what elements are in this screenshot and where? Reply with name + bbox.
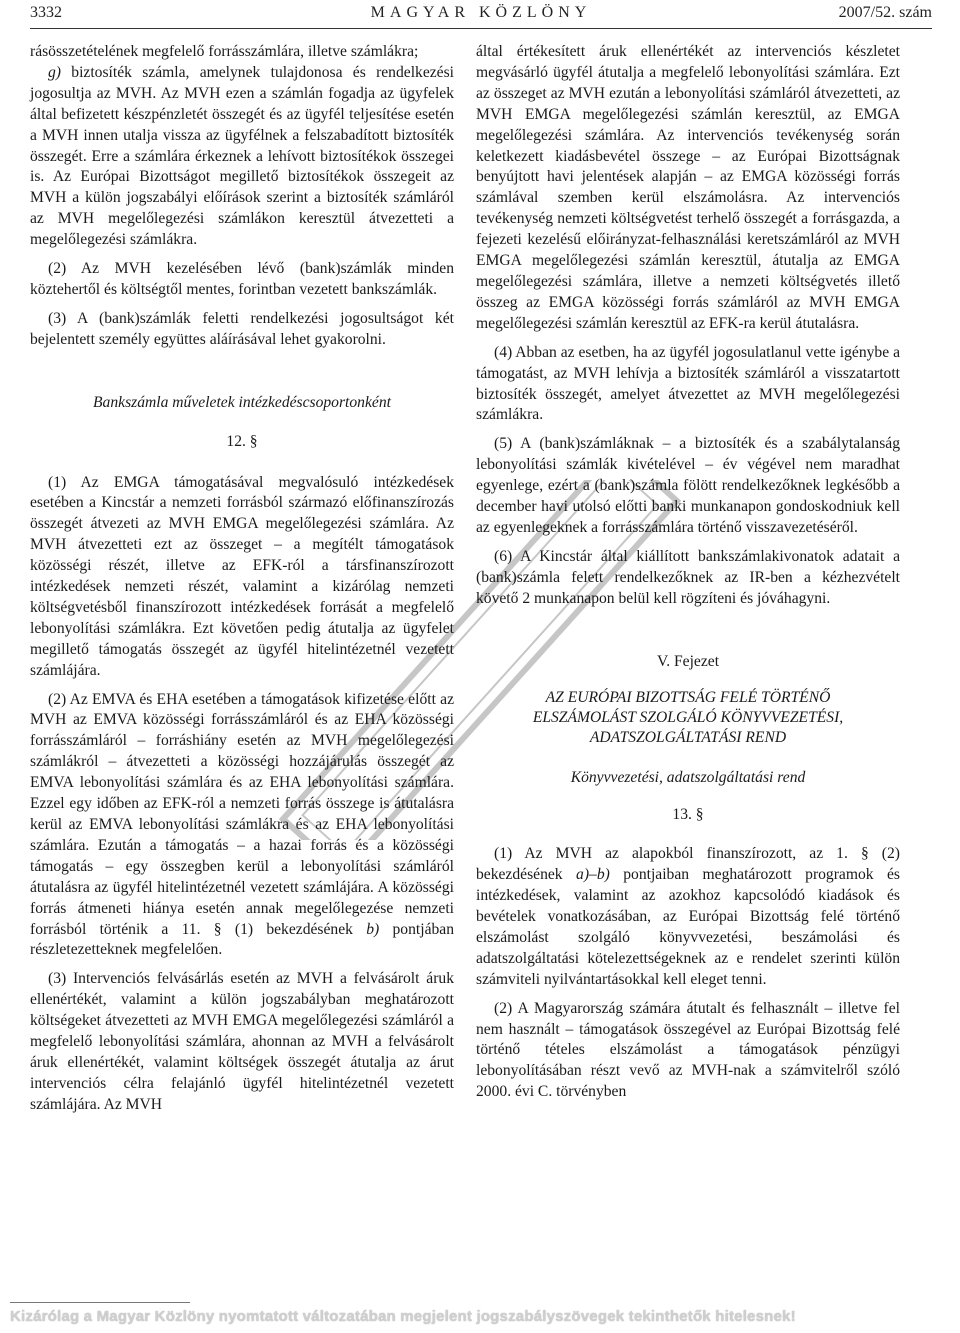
paragraph: által értékesített áruk ellenértékét az intervenciós készletet megvásárló ügyfél átutalja a megfelelő lebonyolítási számlára. Ezt az összeget az MVH ezután a lebonyolítási számláról átvezetteti, az MVH EMGA megelőlegezési számlán keresztül, az EMGA megelőlegezési számlára. Az intervenciós tevékenység során keletkezett kiadásbevétel összege – az Európai Bizottságnak benyújtott havi jelentések alapján – az EMGA közösségi forrás számlával szemben kerül elszámolásra. Az intervenciós tevékenység nemzeti költségvetést terhelő összegét a forrásgazda, a fejezeti kezelésű előirányzat-felhasználási keretszámláról az MVH EMGA megelőlegezési számlán keresztül, átutalja az EMGA megelőlegezési számlára, illetve a nemzeti költségvetés illető összeg az EMGA közösségi forrás számláról az MVH EMGA megelőlegezési számlán keresztül az EFK-ra kerül átutalásra. bbox=[476, 43, 900, 332]
right-column bbox=[476, 42, 900, 1103]
section-number: 12. § bbox=[226, 432, 258, 450]
chapter-title-line: ELSZÁMOLÁST SZOLGÁLÓ KÖNYVVEZETÉSI, bbox=[532, 709, 844, 727]
paragraph bbox=[30, 63, 454, 251]
paragraph bbox=[30, 690, 454, 962]
page-number: 3332 bbox=[30, 4, 62, 21]
paragraph: (2) Az MVH kezelésében lévő (bank)számlák minden köztehertől és költségtől mentes, forintban vezetett bankszámlák. bbox=[30, 260, 454, 298]
list-label: g) bbox=[48, 63, 61, 81]
paragraph: rásösszetételének megfelelő forrásszámlára, illetve számlákra; bbox=[30, 43, 419, 60]
subheading: Könyvvezetési, adatszolgáltatási rend bbox=[570, 769, 806, 787]
chapter-number: V. Fejezet bbox=[656, 652, 720, 670]
footer-rule bbox=[10, 1302, 190, 1303]
paragraph bbox=[476, 844, 900, 990]
paragraph: (3) Intervenciós felvásárlás esetén az MVH a felvásárolt áruk ellenértékét, valamint a külön jogszabályban meghatározott költségeket átvezetteti az MVH EMGA megelőlegezési számláról a megfelelő lebonyolítási számlára, ahonnan az MVH a felvásárolt áruk ellenértékét, valamint költségek összegét átutalja az árut intervenciós célra felajánló ügyfél hitelintézetnél vezetett számlájára. Az MVH bbox=[30, 970, 454, 1113]
header-rule bbox=[30, 28, 932, 29]
footer-disclaimer: Kizárólag a Magyar Közlöny nyomtatott változatában megjelent jogszabályszövegek tekinthetők hitelesnek! bbox=[10, 1308, 796, 1325]
italic-ref: b) bbox=[366, 920, 380, 938]
paragraph: (2) A Magyarország számára átutalt és felhasznált – illetve fel nem használt – támogatások összegével az Európai Bizottság felé történő tételes elszámolást a támogatások pénzügyi lebonyolításában részt vevő az MVH-nak a számvitelről szóló 2000. évi C. törvényben bbox=[476, 999, 900, 1101]
section-number: 13. § bbox=[672, 806, 704, 824]
journal-title: MAGYAR KÖZLÖNY bbox=[370, 4, 592, 21]
paragraph: (1) Az EMGA támogatásával megvalósuló intézkedések esetében a Kincstár a nemzeti forrásból származó előfinanszírozás összegét átvezeti az MVH EMGA megelőlegezési számlára. Az MVH átvezetteti ezt az összeget – a megítélt támogatások közösségi részét, illetve az EFK-ról a társfinanszírozott intézkedések nemzeti részét, valamint a kizárólag nemzeti költségvetésből finanszírozott intézkedések forrását a megfelelő lebonyolítási számlákra. Ezt követően pedig átutalja az ügyfelet megillető támogatás összegét az ügyfél hitelintézetnél vezetett számlájára. bbox=[30, 473, 454, 679]
paragraph-text: pontjaiban meghatározott programok és intézkedések, valamint az azokhoz kapcsolódó kiadások és bevételek vonatkozásában, az Európai Bizottság felé történő elszámolást szolgáló könyvvezetési, beszámolási és adatszolgáltatási kötelezettségeknek az e rendelet szerinti külön számviteli nyilvántartásokkal kell eleget tenni. bbox=[476, 866, 900, 988]
page-header bbox=[30, 4, 932, 26]
chapter-title-line: ADATSZOLGÁLTATÁSI REND bbox=[589, 729, 787, 747]
paragraph: (5) A (bank)számláknak – a biztosíték és a szabálytalanság lebonyolítási számlák kivételével – év végével nem maradhat egyenlege, ezért a (bank)számla fölött rendelkezőknek legkésőbb a december havi utolsó előtti banki munkanapon gondoskodniuk kell az egyenlegeknek a forrásszámlára történő visszavezetéséről. bbox=[476, 435, 900, 536]
paragraph-text: biztosíték számla, amelynek tulajdonosa és rendelkezési jogosultja az MVH. Az MVH ezen a számlán fogadja az ügyfelek által befizetett készpénzletét összegét és az ügyfél teljesítése esetén a MVH innen utalja vissza az ügyfélnek a felszabadított biztosíték összegét. Erre a számlára érkeznek a lehívott biztosítékok összegei is. Az Európai Bizottságot megillető biztosítékok összegeit az MVH a külön jogszabályi előírások szerint a biztosíték számláról az MVH megelőlegezési számlákon keresztül átvezetteti a megelőlegezési számlákra. bbox=[30, 63, 454, 249]
chapter-title-line: AZ EURÓPAI BIZOTTSÁG FELÉ TÖRTÉNŐ bbox=[545, 689, 831, 707]
paragraph-text: (2) Az EMVA és EHA esetében a támogatások kifizetése előtt az MVH az EMVA közösségi forrásszámláról és az EHA közösségi forrásszámláról – forráshiány esetén az MVH megelőlegezési számlákról – átvezetteti a közösségi hozzájárulás összegét az EMVA lebonyolítási számlára és az EHA lebonyolítási számlára. Ezzel egy időben az EFK-ról a nemzeti forrás összege is átutalásra kerül az EMVA lebonyolítási számlákra és az EHA lebonyolítási számlára. Ezután a támogatás – a hazai forrás és a közösségi támogatás – egy összegben kerül a lebonyolítási számláról átutalásra az ügyfél hitelintézetnél vezetett számlájára. A közösségi forrás átmeneti hiánya esetén annak megelőlegezése nemzeti forrásból történik a 11. § (1) bekezdésének bbox=[30, 690, 454, 938]
paragraph: (3) A (bank)számlák feletti rendelkezési jogosultságot két bejelentett személy együttes aláírásával lehet gyakorolni. bbox=[30, 309, 454, 348]
subheading: Bankszámla műveletek intézkedéscsoportonként bbox=[93, 393, 391, 411]
issue-number: 2007/52. szám bbox=[838, 4, 932, 21]
left-column bbox=[30, 42, 454, 1116]
paragraph: (4) Abban az esetben, ha az ügyfél jogosulatlanul vette igénybe a támogatást, az MVH lehívja a biztosíték számláról a visszatartott biztosíték összegét, amelyet átvezettet az MVH megelőlegezési számlákra. bbox=[476, 343, 900, 424]
italic-ref: a)–b) bbox=[576, 866, 610, 884]
paragraph-text: pontjában részletezetteknek megfelelően. bbox=[30, 920, 454, 959]
paragraph-text: (1) Az MVH az alapokból finanszírozott, az 1. § (2) bekezdésének bbox=[476, 845, 900, 884]
paragraph: (6) A Kincstár által kiállított bankszámlakivonatok adatait a (bank)számla felett rendelkezőknek az IR-ben a kézhezvételt követő 2 munkanapon belül kell rögzíteni és jóváhagyni. bbox=[476, 547, 900, 607]
